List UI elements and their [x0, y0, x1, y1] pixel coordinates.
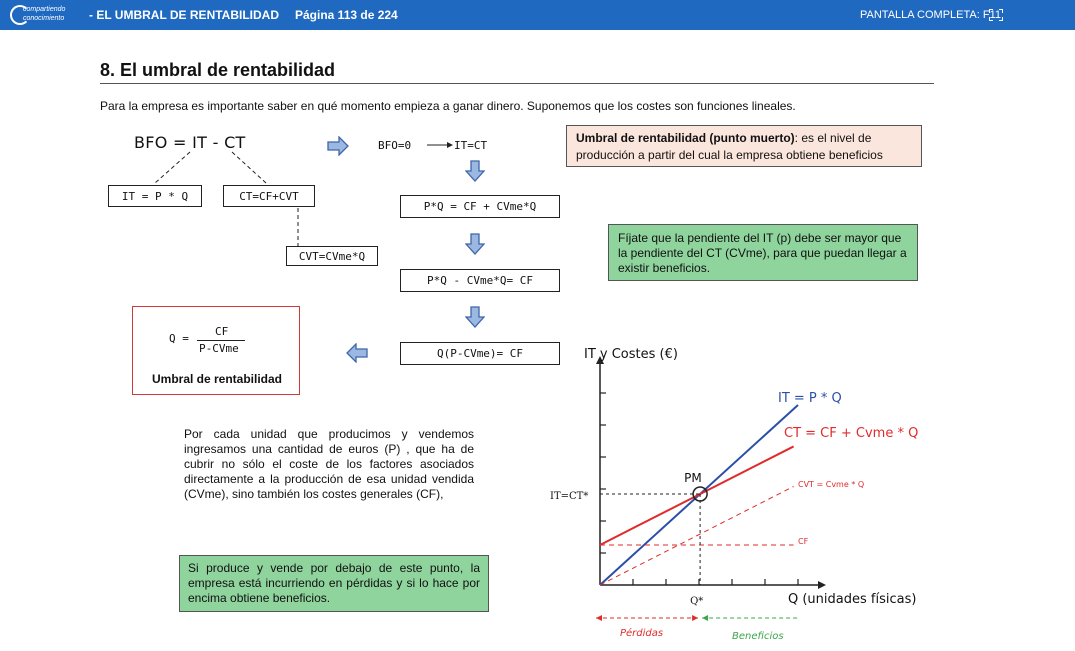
arrow-left-icon [346, 343, 368, 363]
x-axis-arrow-icon [818, 581, 826, 589]
definition-term: Umbral de rentabilidad (punto muerto) [576, 131, 795, 145]
threshold-label: Umbral de rentabilidad [151, 372, 283, 386]
loss-label: Pérdidas [620, 628, 664, 639]
arrow-down-icon [465, 306, 485, 328]
cvt-line [600, 486, 794, 585]
fraction-numerator: CF [215, 325, 229, 338]
bfo-formula: BFO = IT - CT [134, 133, 246, 152]
it-equals-ct-label: IT=CT [454, 139, 488, 152]
fullscreen-hint[interactable]: PANTALLA COMPLETA: F11 [859, 9, 1001, 21]
definition-text: : es el nivel de producción a partir del cual la empresa obtiene beneficios [576, 131, 883, 162]
ct-series-label: CT = CF + Cvme * Q [784, 426, 919, 441]
y-axis-label: IT y Costes (€) [584, 347, 678, 362]
logo-line-1: compartiendo [23, 6, 66, 13]
break-even-x-label: Q* [690, 596, 704, 607]
intro-text: Para la empresa es importante saber en qué momento empieza a ganar dinero. Suponemos que los costes son funciones lineales. [100, 99, 796, 113]
bfo-zero-label: BFO=0 [378, 139, 412, 152]
logo [10, 4, 74, 26]
loss-arrow-icon [692, 615, 698, 621]
break-even-note-box: Si produce y vende por debajo de este punto, la empresa está incurriendo en pérdidas y si lo hace por encima obtiene beneficios. [179, 555, 489, 612]
arrow-right-icon [327, 136, 349, 156]
arrow-down-icon [465, 160, 485, 182]
cvt-formula-box: CVT=CVme*Q [286, 246, 378, 266]
slope-note-box: Fíjate que la pendiente del IT (p) debe ser mayor que la pendiente del CT (CVme), para que puedan llegar a existir beneficios. [608, 224, 918, 281]
fraction-bar [197, 340, 245, 341]
page-indicator: Página 113 de 224 [295, 8, 398, 22]
cvt-series-label: CVT = Cvme * Q [798, 480, 865, 489]
break-even-y-label: IT=CT* [550, 491, 589, 502]
document-title: - EL UMBRAL DE RENTABILIDAD [89, 8, 279, 22]
profit-label: Beneficios [732, 631, 784, 642]
fullscreen-icon[interactable] [989, 9, 1003, 21]
explanation-text: Por cada unidad que producimos y vendemos ingresamos una cantidad de euros (P) , que ha de cubrir no sólo el coste de los factores asociados directamente a la producción de esa unidad vendida (CVme), sino también los costes generales (CF), [184, 427, 474, 501]
definition-box [566, 125, 922, 167]
step-3-box: Q(P-CVme)= CF [400, 342, 560, 365]
threshold-formula-box [132, 306, 300, 395]
ct-line [600, 446, 794, 545]
it-series-label: IT = P * Q [778, 391, 842, 406]
step-1-box: P*Q = CF + CVme*Q [400, 195, 560, 218]
break-even-chart [540, 340, 940, 650]
profit-arrow-icon [702, 615, 708, 621]
title-divider [100, 83, 934, 84]
ct-formula-box: CT=CF+CVT [223, 185, 315, 207]
it-formula-box: IT = P * Q [108, 185, 202, 207]
top-bar [0, 0, 1075, 30]
x-axis-label: Q (unidades físicas) [788, 592, 917, 607]
loss-arrow-icon [596, 615, 602, 621]
cf-series-label: CF [798, 537, 809, 546]
logo-line-2: conocimiento [23, 15, 65, 22]
q-equals-label: Q = [169, 332, 189, 345]
arrow-down-icon [465, 233, 485, 255]
fraction-denominator: P-CVme [199, 342, 239, 355]
step-2-box: P*Q - CVme*Q= CF [400, 269, 560, 292]
break-even-label: PM [684, 471, 702, 485]
section-title: 8. El umbral de rentabilidad [100, 60, 336, 80]
